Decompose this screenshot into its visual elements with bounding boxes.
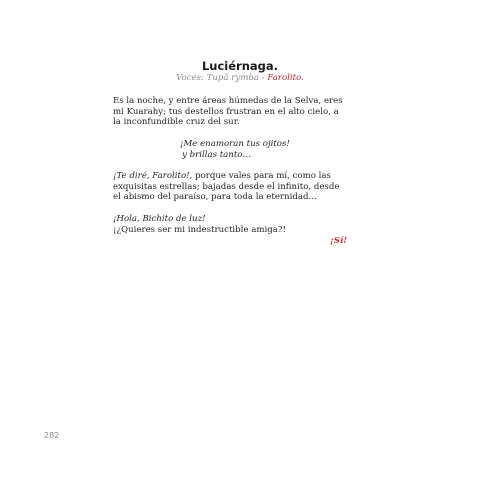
poem-subtitle xyxy=(0,73,480,83)
paragraph-2 xyxy=(113,171,363,203)
paragraph-2-rest: , porque vales para mí, como las xyxy=(189,171,331,181)
paragraph-2-italic: ¡Te diré, Farolito! xyxy=(113,171,190,181)
paragraph-3 xyxy=(113,214,363,235)
paragraph-2-line: el abismo del paraíso, para toda la eternidad… xyxy=(113,192,318,203)
verse-1-line: ¡Me enamoran tus ojitos! xyxy=(180,139,290,149)
paragraph-1 xyxy=(113,96,363,128)
paragraph-1-line: Es la noche, y entre áreas húmedas de la Selva, eres xyxy=(113,96,343,106)
verse-1-line: y brillas tanto… xyxy=(182,149,252,160)
subtitle-highlight: Farolito. xyxy=(267,73,304,83)
paragraph-1-line: mi Kuarahy; tus destellos frustran en el alto cielo, a xyxy=(113,106,339,117)
paragraph-3-line: ¡Hola, Bichito de luz! xyxy=(113,214,206,224)
page-number: 282 xyxy=(44,431,60,440)
paragraph-2-line: exquisitas estrellas; bajadas desde el infinito, desde xyxy=(113,181,340,192)
exclamation-reply: ¡Sí! xyxy=(330,236,348,246)
paragraph-3-line: ¡¿Quieres ser mi indestructible amiga?! xyxy=(113,224,286,235)
subtitle-prefix: Voces: Tupã rymba - xyxy=(176,73,268,83)
poem-title: Luciérnaga. xyxy=(201,59,279,73)
verse-1 xyxy=(180,139,430,160)
paragraph-1-line: la inconfundible cruz del sur. xyxy=(113,117,240,128)
paragraph-2-line xyxy=(113,171,363,182)
